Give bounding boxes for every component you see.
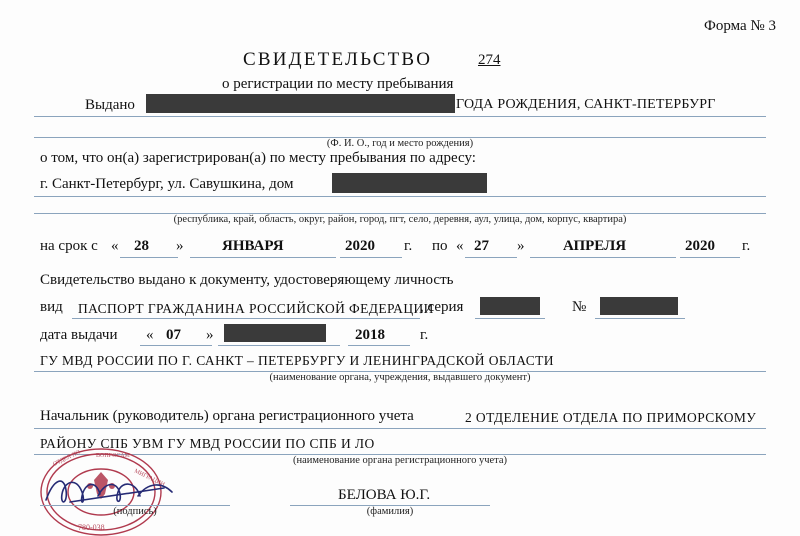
rule-from-year	[340, 257, 402, 258]
issue-year: 2018	[355, 327, 385, 343]
rule-to-day	[465, 257, 517, 258]
registered-line: о том, что он(а) зарегистрирован(а) по месту пребывания по адресу:	[40, 150, 476, 166]
issued-label: Выдано	[85, 97, 135, 113]
period-prefix: на срок с	[40, 238, 98, 254]
quote-open-to: «	[456, 238, 464, 254]
series-label: , серия	[420, 299, 464, 315]
redaction-fio	[146, 94, 455, 113]
doc-kind-label: вид	[40, 299, 63, 315]
period-from-day: 28	[134, 238, 149, 254]
rule-issued	[34, 116, 766, 117]
period-to-month: АПРЕЛЯ	[563, 238, 627, 254]
doc-kind-value: ПАСПОРТ ГРАЖДАНИНА РОССИЙСКОЙ ФЕДЕРАЦИИ	[78, 301, 434, 316]
rule-address	[34, 196, 766, 197]
quote-close-from: »	[176, 238, 184, 254]
certificate-number: 274	[478, 52, 501, 68]
period-to-day: 27	[474, 238, 489, 254]
chief-value-line1: 2 ОТДЕЛЕНИЕ ОТДЕЛА ПО ПРИМОРСКОМУ	[465, 410, 757, 425]
address-line: г. Санкт-Петербург, ул. Савушкина, дом	[40, 176, 294, 192]
svg-text:МИГРАЦИИ: МИГРАЦИИ	[133, 468, 166, 489]
chief-value-line2: РАЙОНУ СПБ УВМ ГУ МВД РОССИИ ПО СПБ И ЛО	[40, 436, 375, 451]
rule-to-month	[530, 257, 676, 258]
rule-issue-month	[218, 345, 340, 346]
period-to-year-suffix: г.	[742, 238, 751, 254]
caption-authority: (наименование органа, учреждения, выдавшего документ)	[269, 372, 531, 383]
period-from-month: ЯНВАРЯ	[222, 238, 284, 254]
page-subtitle: о регистрации по месту пребывания	[222, 76, 454, 92]
chief-label: Начальник (руководитель) органа регистрационного учета	[40, 408, 414, 424]
quote-open-issue: «	[146, 327, 154, 343]
redaction-series	[480, 297, 540, 315]
period-to-year: 2020	[685, 238, 715, 254]
rule-issue-year	[348, 345, 410, 346]
surname-value: БЕЛОВА Ю.Г.	[338, 487, 431, 503]
svg-text:ОТДЕЛ ПО: ОТДЕЛ ПО	[52, 449, 82, 468]
period-middle: по	[432, 238, 448, 254]
redaction-address	[332, 173, 487, 193]
period-from-year-suffix: г.	[404, 238, 413, 254]
page-title: СВИДЕТЕЛЬСТВО	[243, 49, 433, 70]
caption-reg-authority: (наименование органа регистрационного учета)	[292, 455, 508, 466]
svg-text:ВОПРОСАМ: ВОПРОСАМ	[96, 453, 130, 459]
rule-from-month	[190, 257, 336, 258]
rule-issue-day	[140, 345, 212, 346]
rule-series	[475, 318, 545, 319]
caption-address: (республика, край, область, округ, район, город, пгт, село, деревня, аул, улица, дом, корпус, квартира)	[173, 214, 627, 225]
quote-open-from: «	[111, 238, 119, 254]
svg-text:780-038: 780-038	[78, 523, 105, 532]
number-label: №	[572, 299, 587, 315]
rule-number	[595, 318, 685, 319]
quote-close-to: »	[517, 238, 525, 254]
redaction-number	[600, 297, 678, 315]
issued-value: ГОДА РОЖДЕНИЯ, САНКТ-ПЕТЕРБУРГ	[456, 97, 716, 112]
caption-surname: (фамилия)	[366, 506, 414, 517]
rule-from-day	[120, 257, 178, 258]
rule-chief-1	[34, 428, 766, 429]
period-from-year: 2020	[345, 238, 375, 254]
rule-doc-kind	[72, 318, 420, 319]
caption-signature: (подпись)	[113, 506, 157, 517]
issue-date-label: дата выдачи	[40, 327, 118, 343]
issue-year-suffix: г.	[420, 327, 429, 343]
issuing-authority: ГУ МВД РОССИИ ПО Г. САНКТ – ПЕТЕРБУРГУ И ЛЕНИНГРАДСКОЙ ОБЛАСТИ	[40, 353, 554, 368]
form-number: Форма № 3	[704, 18, 776, 34]
doc-intro: Свидетельство выдано к документу, удостоверяющему личность	[40, 272, 454, 288]
issue-day: 07	[166, 327, 181, 343]
quote-close-issue: »	[206, 327, 214, 343]
rule-to-year	[680, 257, 740, 258]
caption-fio: (Ф. И. О., год и место рождения)	[326, 138, 474, 149]
redaction-issue-month	[224, 324, 326, 342]
